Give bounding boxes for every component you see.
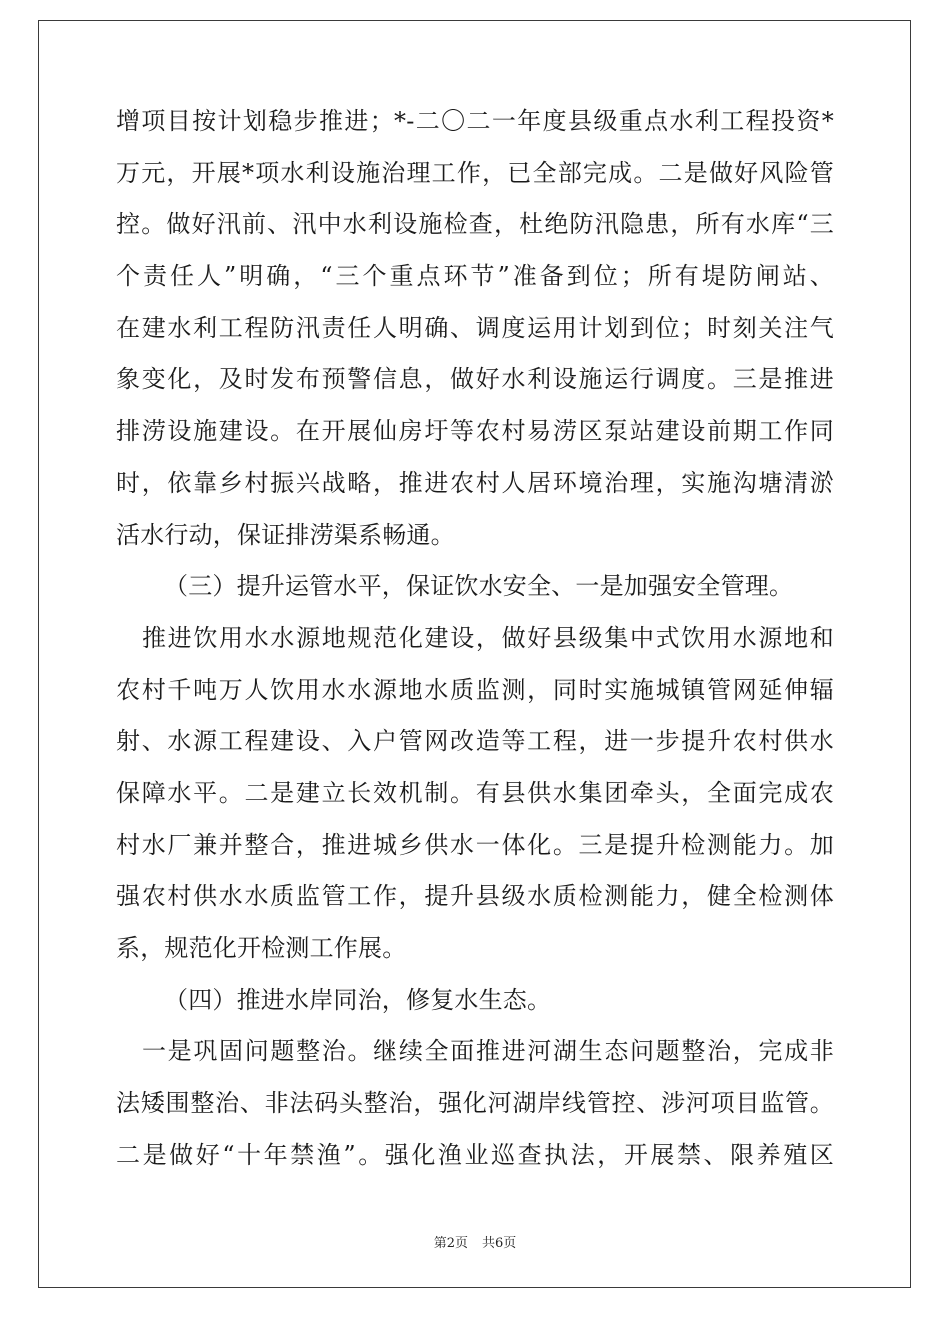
text-line: 系，规范化开检测工作展。 (116, 934, 407, 962)
text-line: 控。做好汛前、汛中水利设施检查，杜绝防汛隐患，所有水库“三 (116, 210, 834, 239)
section-heading: （三）提升运管水平，保证饮水安全、一是加强安全管理。 (164, 572, 794, 601)
text-line: 法矮围整治、非法码头整治，强化河湖岸线管控、涉河项目监管。 (116, 1089, 834, 1118)
page-number: 第2页 (433, 1236, 468, 1251)
text-line: 万元，开展*项水利设施治理工作，已全部完成。二是做好风险管 (116, 158, 834, 187)
text-line: 增项目按计划稳步推进；*-二〇二一年度县级重点水利工程投资* (116, 107, 834, 135)
section-heading: （四）推进水岸同治，修复水生态。 (164, 985, 552, 1014)
text-line: 个责任人”明确，“三个重点环节”准备到位；所有堤防闸站、 (116, 262, 834, 291)
text-line: 保障水平。二是建立长效机制。有县供水集团牵头，全面完成农 (116, 778, 834, 807)
text-line: 射、水源工程建设、入户管网改造等工程，进一步提升农村供水 (116, 727, 834, 756)
page-total: 共6页 (482, 1236, 517, 1251)
text-line: 一是巩固问题整治。继续全面推进河湖生态问题整治，完成非 (142, 1037, 834, 1066)
text-line: 象变化，及时发布预警信息，做好水利设施运行调度。三是推进 (116, 365, 834, 394)
text-line: 村水厂兼并整合，推进城乡供水一体化。三是提升检测能力。加 (116, 830, 834, 859)
text-line: 农村千吨万人饮用水水源地水质监测，同时实施城镇管网延伸辐 (116, 675, 834, 704)
text-line: 二是做好“十年禁渔”。强化渔业巡查执法，开展禁、限养殖区 (116, 1140, 834, 1169)
text-line: 在建水利工程防汛责任人明确、调度运用计划到位；时刻关注气 (116, 313, 834, 342)
text-line: 推进饮用水水源地规范化建设，做好县级集中式饮用水源地和 (142, 623, 834, 652)
document-body (116, 96, 834, 1181)
text-line: 排涝设施建设。在开展仙房圩等农村易涝区泵站建设前期工作同 (116, 417, 834, 446)
text-line: 强农村供水水质监管工作，提升县级水质检测能力，健全检测体 (116, 882, 834, 911)
text-line: 活水行动，保证排涝渠系畅通。 (116, 520, 455, 549)
text-line: 时，依靠乡村振兴战略，推进农村人居环境治理，实施沟塘清淤 (116, 468, 834, 497)
page-footer (0, 1232, 950, 1251)
